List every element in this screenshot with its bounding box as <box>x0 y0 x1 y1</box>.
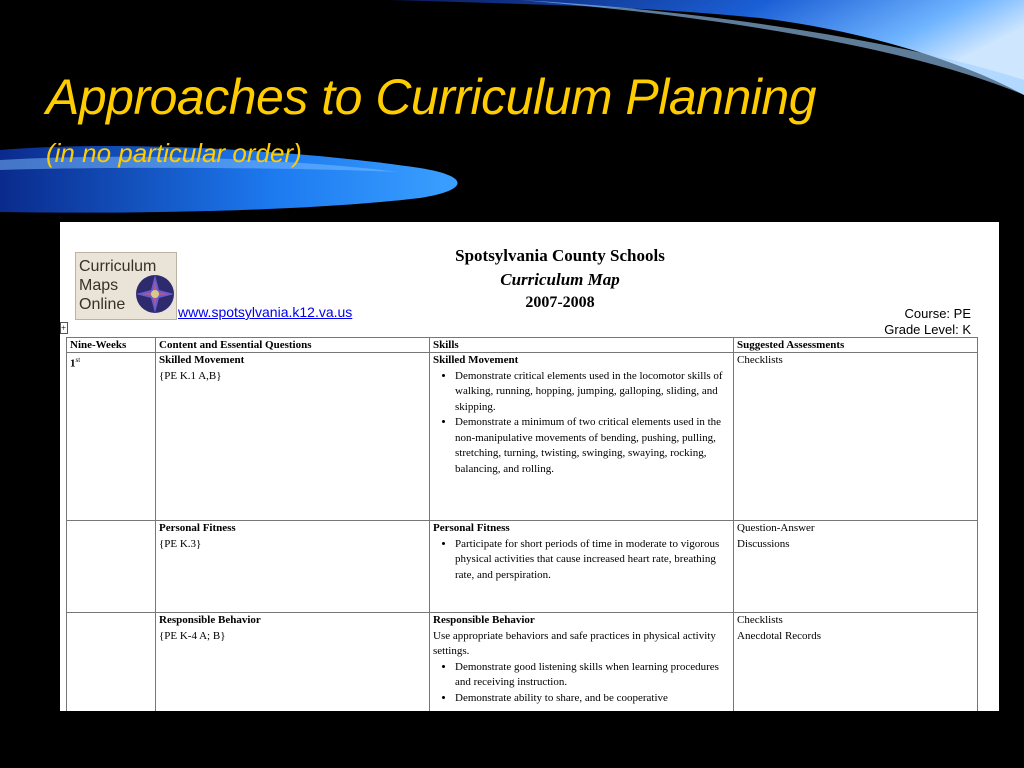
content-title: Responsible Behavior <box>159 614 261 626</box>
column-header: Content and Essential Questions <box>156 338 430 353</box>
school-year: 2007-2008 <box>525 294 595 311</box>
content-title: Personal Fitness <box>159 522 236 534</box>
nine-weeks-cell: 1st <box>67 353 156 521</box>
document-header <box>360 244 760 314</box>
table-row <box>67 521 978 613</box>
skills-cell <box>430 521 734 613</box>
skill-item: • Demonstrate ability to share, and be cooperative <box>455 691 730 707</box>
skills-title: Skilled Movement <box>433 354 519 366</box>
skill-item: • Demonstrate a minimum of two critical elements used in the non-manipulative movements of bending, pushing, pulling, stretching, turning, twisting, swinging, swaying, rocking, balancing, and rolling. <box>455 415 730 477</box>
logo-text: Curriculum Maps Online <box>79 258 157 313</box>
grade-level-line: Grade Level: K <box>884 322 971 337</box>
curriculum-table <box>66 337 978 711</box>
column-header: Nine-Weeks <box>67 338 156 353</box>
skill-item: • Participate for short periods of time in moderate to vigorous physical activities that cause increased heart rate, breathing rate, and perspiration. <box>455 537 730 584</box>
table-move-handle: + <box>61 323 67 333</box>
content-cell <box>156 353 430 521</box>
skills-intro: Use appropriate behaviors and safe practices in physical activity settings. <box>433 629 716 657</box>
skills-cell <box>430 353 734 521</box>
content-cell <box>156 521 430 613</box>
table-header-row <box>67 338 978 353</box>
content-cell <box>156 613 430 712</box>
skills-cell <box>430 613 734 712</box>
nine-weeks-cell <box>67 613 156 712</box>
compass-star-icon <box>134 273 176 315</box>
map-title: Curriculum Map <box>500 270 620 289</box>
assessment-item: Anecdotal Records <box>737 629 821 642</box>
content-title: Skilled Movement <box>159 354 245 366</box>
skills-title: Responsible Behavior <box>433 614 535 626</box>
skill-item: • Demonstrate critical elements used in the locomotor skills of walking, running, hopping, jumping, galloping, sliding, and skipping. <box>455 369 730 416</box>
content-code: {PE K.1 A,B} <box>159 369 222 382</box>
column-header: Skills <box>430 338 734 353</box>
skill-item: • Demonstrate good listening skills when learning procedures and receiving instruction. <box>455 660 730 691</box>
curriculum-map-document <box>60 222 999 711</box>
table-row <box>67 353 978 521</box>
assessment-item: Question-Answer <box>737 522 815 534</box>
district-website-link[interactable]: www.spotsylvania.k12.va.us <box>178 304 353 320</box>
content-code: {PE K-4 A; B} <box>159 629 226 642</box>
assessments-cell <box>734 613 978 712</box>
column-header: Suggested Assessments <box>734 338 978 353</box>
assessments-cell <box>734 353 978 521</box>
skills-list <box>433 660 730 707</box>
skills-list <box>433 537 730 584</box>
nine-weeks-cell <box>67 521 156 613</box>
course-info <box>884 306 971 338</box>
skills-list <box>433 369 730 478</box>
table-row <box>67 613 978 712</box>
school-name: Spotsylvania County Schools <box>455 246 665 265</box>
assessments-cell <box>734 521 978 613</box>
course-line: Course: PE <box>904 306 971 321</box>
slide-subtitle: (in no particular order) <box>46 138 302 168</box>
assessment-item: Checklists <box>737 354 783 366</box>
slide-title: Approaches to Curriculum Planning <box>46 69 817 125</box>
curriculum-maps-online-logo <box>75 252 177 320</box>
content-code: {PE K.3} <box>159 537 202 550</box>
skills-title: Personal Fitness <box>433 522 510 534</box>
assessment-item: Checklists <box>737 614 783 626</box>
assessment-item: Discussions <box>737 537 790 550</box>
